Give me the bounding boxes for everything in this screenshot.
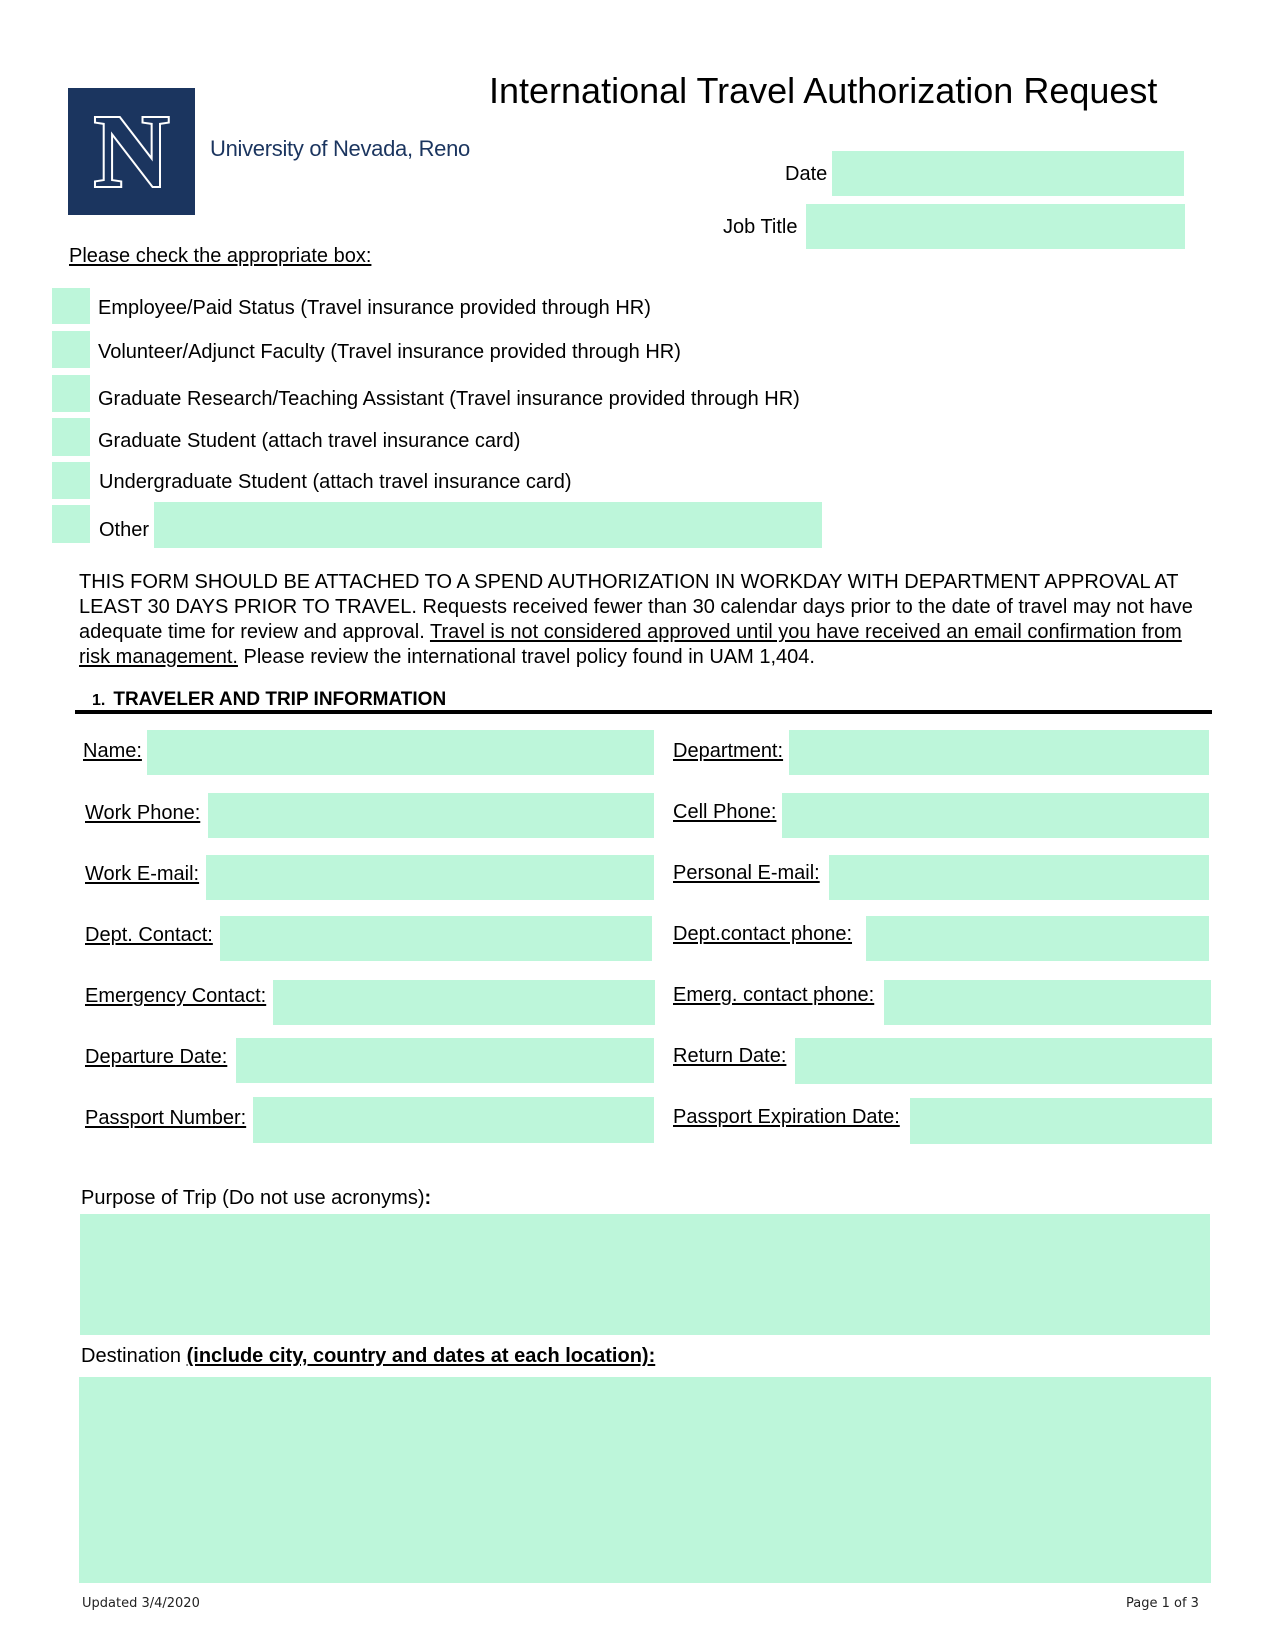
section-1-title: TRAVELER AND TRIP INFORMATION [113, 689, 447, 710]
option-grad-student-label: Graduate Student (attach travel insurance card) [98, 430, 521, 452]
purpose-label [81, 1187, 431, 1210]
destination-note: (include city, country and dates at each location): [186, 1345, 656, 1367]
destination-label [81, 1345, 655, 1368]
university-logo [68, 88, 195, 215]
section-1-number: 1. [92, 692, 106, 709]
checkbox-employee[interactable] [52, 288, 90, 324]
work-email-field[interactable] [206, 855, 654, 900]
work-email-label: Work E-mail: [85, 863, 200, 885]
purpose-label-colon: : [424, 1187, 432, 1209]
checkbox-grad-assistant[interactable] [52, 375, 90, 412]
checkbox-volunteer[interactable] [52, 331, 90, 368]
passport-expiration-field[interactable] [910, 1098, 1212, 1144]
date-field[interactable] [832, 151, 1184, 196]
personal-email-label: Personal E-mail: [673, 862, 820, 884]
checkbox-other[interactable] [52, 505, 90, 543]
purpose-field[interactable] [80, 1214, 1210, 1335]
destination-label-text: Destination [81, 1345, 187, 1367]
status-prompt: Please check the appropriate box: [69, 245, 372, 267]
dept-contact-field[interactable] [220, 916, 652, 961]
destination-field[interactable] [79, 1377, 1211, 1583]
notice-paragraph [79, 570, 1209, 670]
notice-policy-text: Please review the international travel policy found in UAM 1,404. [237, 646, 815, 668]
other-field[interactable] [154, 502, 822, 548]
dept-contact-label: Dept. Contact: [85, 924, 213, 946]
departure-date-field[interactable] [236, 1038, 654, 1083]
passport-expiration-label: Passport Expiration Date: [673, 1106, 900, 1128]
section-1-heading [92, 689, 446, 711]
name-label: Name: [83, 740, 142, 762]
job-title-label: Job Title [723, 216, 798, 238]
return-date-label: Return Date: [673, 1045, 787, 1067]
section-1-rule [75, 710, 1212, 714]
notice-approval-note: Travel is not considered approved until you have received an email confirmation from risk management. [79, 621, 1182, 668]
return-date-field[interactable] [795, 1038, 1212, 1084]
cell-phone-field[interactable] [782, 793, 1209, 838]
university-name: University of Nevada, Reno [210, 136, 470, 161]
name-field[interactable] [147, 730, 654, 775]
department-label: Department: [673, 740, 784, 762]
emerg-contact-phone-field[interactable] [884, 980, 1211, 1025]
form-title: International Travel Authorization Request [489, 70, 1158, 111]
option-volunteer-label: Volunteer/Adjunct Faculty (Travel insurance provided through HR) [98, 341, 681, 363]
option-grad-assistant-label: Graduate Research/Teaching Assistant (Travel insurance provided through HR) [98, 388, 800, 410]
personal-email-field[interactable] [829, 855, 1209, 900]
emergency-contact-field[interactable] [273, 980, 655, 1025]
purpose-label-text: Purpose of Trip (Do not use acronyms) [81, 1187, 425, 1209]
footer-updated: Updated 3/4/2020 [82, 1596, 200, 1611]
option-undergrad-label: Undergraduate Student (attach travel insurance card) [99, 471, 572, 493]
cell-phone-label: Cell Phone: [673, 801, 777, 823]
dept-contact-phone-field[interactable] [866, 916, 1209, 961]
notice-text: THIS FORM SHOULD BE ATTACHED TO A SPEND AUTHORIZATION IN WORKDAY WITH DEPARTMENT APPROVAL AT LEAST 30 DAYS PRIOR TO TRAVEL. Requests received fewer than 30 calendar days prior to the date of travel may not have adequate time for review and approval. [79, 571, 1193, 643]
footer-page-number: Page 1 of 3 [1126, 1596, 1199, 1611]
checkbox-grad-student[interactable] [52, 418, 90, 456]
departure-date-label: Departure Date: [85, 1046, 228, 1068]
passport-number-label: Passport Number: [85, 1107, 247, 1129]
option-other-label: Other [99, 519, 150, 541]
work-phone-label: Work Phone: [85, 802, 201, 824]
passport-number-field[interactable] [253, 1097, 654, 1143]
emergency-contact-label: Emergency Contact: [85, 985, 267, 1007]
logo-letter: N [93, 94, 170, 209]
checkbox-undergrad[interactable] [52, 462, 90, 499]
emerg-contact-phone-label: Emerg. contact phone: [673, 984, 875, 1006]
dept-contact-phone-label: Dept.contact phone: [673, 923, 853, 945]
work-phone-field[interactable] [208, 793, 654, 838]
option-employee-label: Employee/Paid Status (Travel insurance provided through HR) [98, 297, 651, 319]
job-title-field[interactable] [806, 204, 1185, 249]
department-field[interactable] [789, 730, 1209, 775]
date-label: Date [785, 163, 828, 185]
